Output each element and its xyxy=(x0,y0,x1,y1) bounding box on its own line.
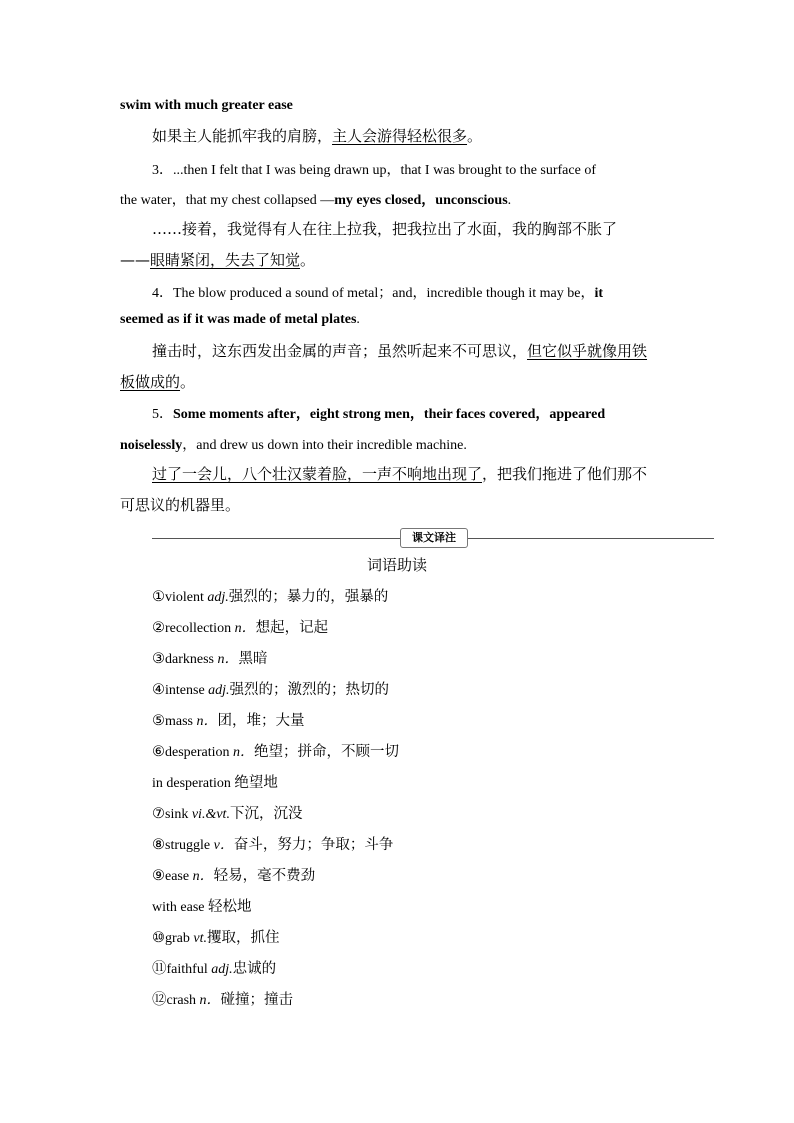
phrase-line: swim with much greater ease xyxy=(120,98,293,113)
vocab-pos: vt. xyxy=(193,931,207,946)
example-5-line-1: 5．Some moments after，eight strong men，their faces covered，appeared xyxy=(152,407,606,422)
vocab-word: desperation xyxy=(165,745,234,760)
vocab-item xyxy=(152,709,305,730)
vocab-item xyxy=(152,833,393,854)
vocab-word: with ease xyxy=(152,900,208,915)
vocab-item xyxy=(152,616,328,637)
translation-line: 撞击时，这东西发出金属的声音；虽然听起来不可思议，但它似乎就像用铁 xyxy=(152,342,648,360)
vocab-word: struggle xyxy=(165,838,214,853)
translation-line: ……接着，我觉得有人在往上拉我，把我拉出了水面，我的胸部不胀了 xyxy=(152,220,618,238)
vocab-word: violent xyxy=(165,590,208,605)
translation-line: 板做成的。 xyxy=(120,373,196,391)
translation-line: 可思议的机器里。 xyxy=(120,496,241,514)
vocab-meaning: 团，堆；大量 xyxy=(217,713,305,729)
vocab-meaning: 碰撞；撞击 xyxy=(220,992,294,1008)
vocab-number: ⑥ xyxy=(152,744,165,760)
vocab-number: ⑤ xyxy=(152,713,165,729)
vocab-word: ease xyxy=(165,869,193,884)
vocab-pos: vi.&vt. xyxy=(191,807,230,822)
vocab-word: faithful xyxy=(166,962,212,977)
vocab-item xyxy=(152,678,389,699)
vocab-meaning: 奋斗，努力；争取；斗争 xyxy=(233,837,394,853)
vocab-item xyxy=(152,988,293,1009)
vocab-item xyxy=(152,802,302,823)
vocab-meaning: 攫取，抓住 xyxy=(207,930,280,946)
vocab-meaning: 想起，记起 xyxy=(255,620,329,636)
example-4-line-2: seemed as if it was made of metal plates. xyxy=(120,312,360,327)
vocab-word: grab xyxy=(165,931,194,946)
vocab-item xyxy=(152,864,315,885)
vocab-number: ② xyxy=(152,620,165,636)
vocab-item xyxy=(152,771,278,792)
vocab-number: ⑫ xyxy=(152,992,167,1008)
vocab-pos: adj. xyxy=(208,683,230,698)
translation-line: ——眼睛紧闭，失去了知觉。 xyxy=(120,251,316,269)
vocab-meaning: 下沉，沉没 xyxy=(229,806,303,822)
example-3-line-2: the water，that my chest collapsed —my eyes closed，unconscious. xyxy=(120,193,512,208)
vocab-pos: n． xyxy=(192,869,214,884)
vocab-pos: n． xyxy=(196,714,218,729)
vocab-item xyxy=(152,895,251,916)
vocab-word: recollection xyxy=(165,621,235,636)
vocab-pos: n． xyxy=(233,745,255,760)
vocab-item xyxy=(152,740,399,761)
vocab-number: ⑩ xyxy=(152,930,165,946)
vocab-item xyxy=(152,926,280,947)
vocab-word: darkness xyxy=(165,652,218,667)
vocab-meaning: 黑暗 xyxy=(238,651,268,667)
vocab-pos: n． xyxy=(199,993,221,1008)
vocab-number: ① xyxy=(152,589,165,605)
example-5-line-2: noiselessly，and drew us down into their incredible machine. xyxy=(120,438,467,453)
vocab-meaning: 绝望地 xyxy=(234,775,278,791)
translation-line: 过了一会儿，八个壮汉蒙着脸，一声不响地出现了，把我们拖进了他们那不 xyxy=(152,465,648,483)
vocab-word: in desperation xyxy=(152,776,235,791)
vocab-number: ③ xyxy=(152,651,165,667)
vocab-meaning: 轻松地 xyxy=(207,899,252,915)
vocab-number: ⑪ xyxy=(152,961,167,977)
vocab-number: ⑧ xyxy=(152,837,165,853)
vocab-word: crash xyxy=(166,993,200,1008)
vocab-meaning: 绝望；拼命，不顾一切 xyxy=(254,744,400,760)
vocab-pos: n． xyxy=(217,652,239,667)
vocab-number: ④ xyxy=(152,682,165,698)
vocab-item xyxy=(152,957,276,978)
vocab-number: ⑨ xyxy=(152,868,165,884)
vocab-meaning: 轻易，毫不费劲 xyxy=(213,868,316,884)
example-4-line-1: 4．The blow produced a sound of metal；and，incredible though it may be，it xyxy=(152,286,604,301)
example-3-line-1: 3．...then I felt that I was being drawn up，that I was brought to the surface of xyxy=(152,163,596,178)
vocab-meaning: 强烈的；暴力的，强暴的 xyxy=(228,589,389,605)
vocab-meaning: 强烈的；激烈的；热切的 xyxy=(229,682,390,698)
section-label: 课文译注 xyxy=(400,528,468,548)
vocab-pos: v． xyxy=(213,838,234,853)
vocab-pos: adj. xyxy=(211,962,233,977)
vocab-pos: n． xyxy=(234,621,256,636)
vocab-word: intense xyxy=(165,683,209,698)
vocab-word: mass xyxy=(165,714,197,729)
vocab-meaning: 忠诚的 xyxy=(232,961,277,977)
vocab-item xyxy=(152,585,388,606)
vocab-word: sink xyxy=(165,807,192,822)
vocab-number: ⑦ xyxy=(152,806,165,822)
vocab-title: 词语助读 xyxy=(366,556,427,574)
vocab-pos: adj. xyxy=(207,590,229,605)
vocab-item xyxy=(152,647,268,668)
translation-line: 如果主人能抓牢我的肩膀，主人会游得轻松很多。 xyxy=(152,127,483,145)
